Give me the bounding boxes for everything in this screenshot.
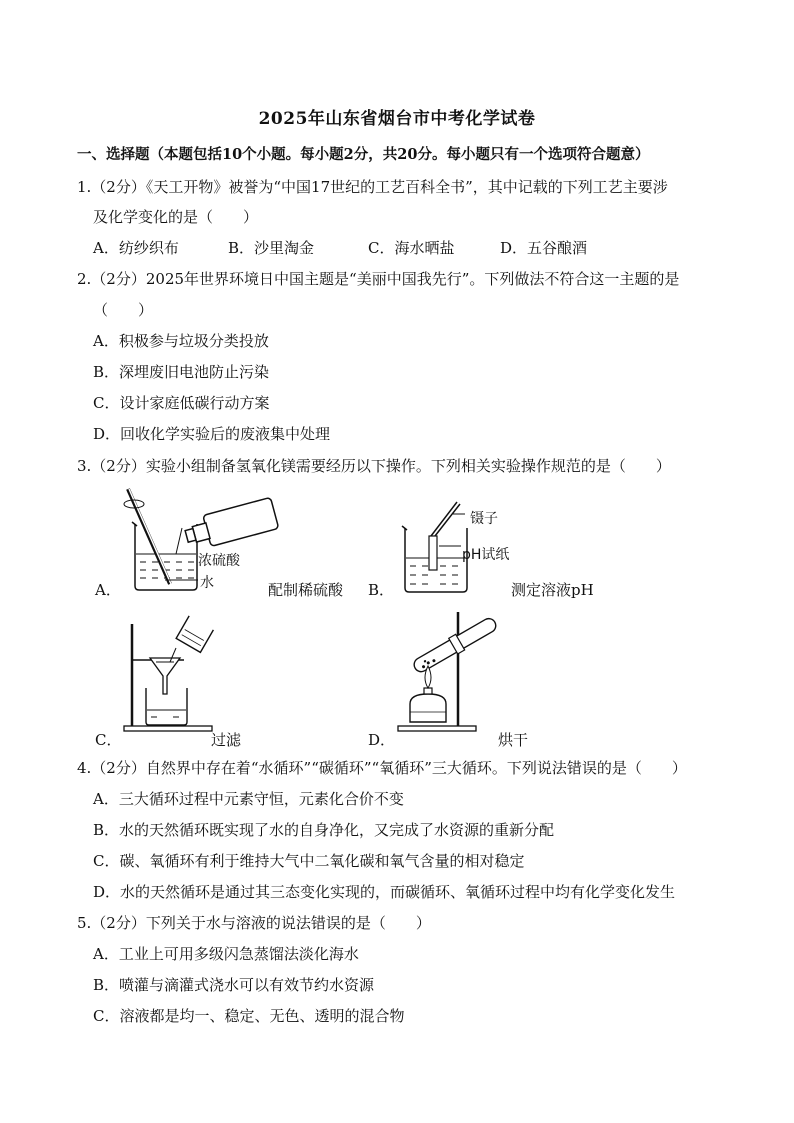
figure-c-drawing xyxy=(118,618,223,733)
figure-c-caption: 过滤 xyxy=(211,731,242,749)
question-4-stem: 4.（2分）自然界中存在着“水循环”“碳循环”“氧循环”三大循环。下列说法错误的是（ ） xyxy=(77,759,687,777)
q2-option-b: B．深埋废旧电池防止污染 xyxy=(93,363,270,381)
figure-b-letter: B． xyxy=(368,581,395,599)
figure-a-letter: A． xyxy=(95,581,121,599)
q2-option-a: A．积极参与垃圾分类投放 xyxy=(93,332,269,350)
figure-b-caption: 测定溶液pH xyxy=(511,581,594,599)
q2-option-d: D．回收化学实验后的废液集中处理 xyxy=(93,425,331,443)
label-tweezers: 镊子 xyxy=(470,511,498,527)
q4-option-b: B．水的天然循环既实现了水的自身净化，又完成了水资源的重新分配 xyxy=(93,821,555,839)
question-3-stem: 3.（2分）实验小组制备氢氧化镁需要经历以下操作。下列相关实验操作规范的是（ ） xyxy=(77,457,671,475)
figure-d-caption: 烘干 xyxy=(498,731,529,749)
figure-d-drawing xyxy=(392,608,507,733)
q1-option-c: C．海水晒盐 xyxy=(368,239,455,257)
figure-c-letter: C． xyxy=(95,731,122,749)
q4-option-d: D．水的天然循环是通过其三态变化实现的，而碳循环、氧循环过程中均有化学变化发生 xyxy=(93,883,676,901)
q5-option-b: B．喷灌与滴灌式浇水可以有效节约水资源 xyxy=(93,976,375,994)
label-ph-paper: pH试纸 xyxy=(462,547,510,563)
question-2-stem: 2.（2分）2025年世界环境日中国主题是“美丽中国我先行”。下列做法不符合这一主题的是 xyxy=(77,270,680,288)
question-1-stem-cont: 及化学变化的是（ ） xyxy=(93,208,259,226)
q5-option-c: C．溶液都是均一、稳定、无色、透明的混合物 xyxy=(93,1007,405,1025)
q5-option-a: A．工业上可用多级闪急蒸馏法淡化海水 xyxy=(93,945,359,963)
figure-d-letter: D． xyxy=(368,731,396,749)
page-title: 2025年山东省烟台市中考化学试卷 xyxy=(258,109,536,129)
label-concentrated-acid: 浓硫酸 xyxy=(198,553,240,569)
q1-option-a: A．纺纱织布 xyxy=(93,239,179,257)
q4-option-c: C．碳、氧循环有利于维持大气中二氧化碳和氧气含量的相对稳定 xyxy=(93,852,525,870)
question-1-stem: 1.（2分）《天工开物》被誉为“中国17世纪的工艺百科全书”，其中记载的下列工艺主要涉 xyxy=(77,178,668,196)
q4-option-a: A．三大循环过程中元素守恒，元素化合价不变 xyxy=(93,790,404,808)
q2-option-c: C．设计家庭低碳行动方案 xyxy=(93,394,270,412)
question-5-stem: 5.（2分）下列关于水与溶液的说法错误的是（ ） xyxy=(77,914,431,932)
q1-option-d: D．五谷酿酒 xyxy=(500,239,588,257)
question-2-stem-cont: （ ） xyxy=(93,301,154,319)
figure-a-caption: 配制稀硫酸 xyxy=(268,581,344,599)
section-heading: 一、选择题（本题包括10个小题。每小题2分，共20分。每小题只有一个选项符合题意） xyxy=(77,146,650,163)
q1-option-b: B．沙里淘金 xyxy=(228,239,315,257)
label-water: 水 xyxy=(200,575,214,591)
